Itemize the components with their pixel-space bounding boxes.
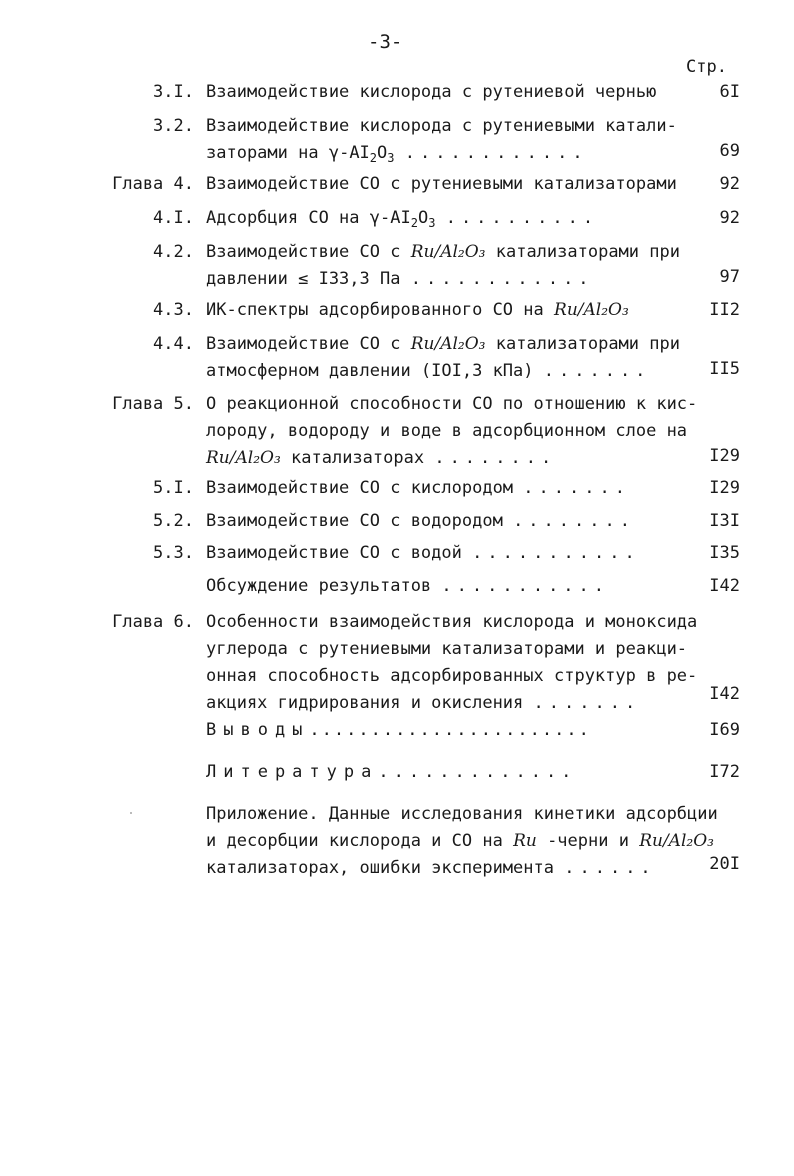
toc-page: I3I bbox=[709, 511, 740, 531]
leader-dots: ............ bbox=[404, 143, 588, 163]
toc-page: I29 bbox=[709, 478, 740, 498]
toc-title: Взаимодействие CO с рутениевыми катализаторами bbox=[206, 174, 677, 194]
toc-title: Взаимодействие CO с водой bbox=[206, 543, 462, 563]
toc-title: давлении ≤ I33,3 Па bbox=[206, 269, 401, 289]
handwritten-formula: Ru/Al₂O₃ bbox=[410, 334, 486, 354]
toc-label: 5.2. bbox=[153, 511, 194, 531]
toc-page: II2 bbox=[709, 300, 740, 320]
toc-title: онная способность адсорбированных структур в ре- bbox=[206, 666, 698, 686]
toc-title: атмосферном давлении (IOI,3 кПа) bbox=[206, 361, 534, 381]
toc-page: II5 bbox=[709, 359, 740, 379]
leader-dots: ........ bbox=[513, 511, 635, 531]
toc-title: O реакционной способности CO по отношению к кис- bbox=[206, 394, 698, 414]
leader-dots: ............ bbox=[410, 269, 594, 289]
handwritten-formula: Ru/Al₂O₃ bbox=[410, 242, 486, 262]
toc-title: Взаимодействие CO с водородом bbox=[206, 511, 503, 531]
toc-title: лороду, водороду и воде в адсорбционном слое на bbox=[206, 421, 688, 441]
toc-page: I35 bbox=[709, 543, 740, 563]
toc-page: 20I bbox=[709, 854, 740, 874]
scan-speck bbox=[130, 812, 132, 814]
leader-dots: ....................... bbox=[309, 720, 591, 740]
page-number: -3- bbox=[368, 31, 403, 53]
handwritten-formula: Ru/Al₂O₃ bbox=[206, 448, 281, 468]
toc-title: катализаторах, ошибки эксперимента bbox=[206, 858, 554, 878]
toc-label: Глава 4. bbox=[112, 174, 194, 194]
toc-page: I42 bbox=[709, 684, 740, 704]
toc-title: Взаимодействие CO с bbox=[206, 242, 401, 262]
toc-title: Адсорбция CO на bbox=[206, 208, 360, 228]
toc-title: и десорбции кислорода и CO на bbox=[206, 831, 503, 851]
toc-page: 69 bbox=[719, 141, 740, 161]
toc-title: Литература bbox=[206, 762, 379, 782]
toc-title: углерода с рутениевыми катализаторами и реакци- bbox=[206, 639, 688, 659]
toc-label: 5.I. bbox=[153, 478, 194, 498]
toc-title: ИК-спектры адсорбированного CO на bbox=[206, 300, 544, 320]
formula: $\gamma-AI_2O_3$ bbox=[369, 208, 436, 230]
toc-title: Взаимодействие CO с кислородом bbox=[206, 478, 514, 498]
leader-dots: ........... bbox=[472, 543, 640, 563]
formula: $\gamma-AI_2O_3$ bbox=[328, 143, 395, 165]
leader-dots: ...... bbox=[564, 858, 656, 878]
toc-title: Обсуждение результатов bbox=[206, 576, 432, 596]
toc-title: акциях гидрирования и окисления bbox=[206, 693, 524, 713]
toc-title: Взаимодействие кислорода с рутениевой чернью bbox=[206, 82, 657, 102]
toc-title: катализаторах bbox=[291, 448, 425, 468]
leader-dots: ............. bbox=[378, 762, 577, 782]
toc-title: Приложение. Данные исследования кинетики адсорбции bbox=[206, 804, 718, 824]
handwritten-formula: Ru/Al₂O₃ bbox=[554, 300, 629, 320]
toc-label: 4.I. bbox=[153, 208, 194, 228]
toc-label: 4.2. bbox=[153, 242, 194, 262]
toc-title: заторами на bbox=[206, 143, 319, 163]
toc-page: 97 bbox=[719, 267, 740, 287]
toc-label: 3.I. bbox=[153, 82, 194, 102]
leader-dots: ....... bbox=[533, 693, 641, 713]
toc-page: I72 bbox=[709, 762, 740, 782]
toc-label: 4.4. bbox=[153, 334, 194, 354]
handwritten-formula: Ru/Al₂O₃ bbox=[639, 831, 714, 851]
leader-dots: ........... bbox=[441, 576, 610, 596]
toc-label: 3.2. bbox=[153, 116, 194, 136]
toc-page: 92 bbox=[719, 174, 740, 194]
leader-dots: ....... bbox=[523, 478, 630, 498]
toc-label: Глава 6. bbox=[112, 612, 194, 632]
toc-page: 92 bbox=[719, 208, 740, 228]
toc-title: Взаимодействие кислорода с рутениевыми катали- bbox=[206, 116, 677, 136]
toc-page: I42 bbox=[709, 576, 740, 596]
toc-page: I69 bbox=[709, 720, 740, 740]
toc-label: 5.3. bbox=[153, 543, 194, 563]
toc-page: I29 bbox=[709, 446, 740, 466]
toc-title: Особенности взаимодействия кислорода и моноксида bbox=[206, 612, 698, 632]
handwritten-formula: Ru bbox=[513, 831, 537, 851]
leader-dots: ....... bbox=[543, 361, 651, 381]
leader-dots: ........ bbox=[434, 448, 557, 468]
toc-title: Выводы bbox=[206, 720, 310, 740]
toc-title: Взаимодействие CO с bbox=[206, 334, 401, 354]
toc-label: 4.3. bbox=[153, 300, 194, 320]
toc-page: 6I bbox=[719, 82, 740, 102]
leader-dots: .......... bbox=[445, 208, 599, 228]
pages-column-header: Стр. bbox=[686, 57, 727, 77]
toc-label: Глава 5. bbox=[112, 394, 194, 414]
